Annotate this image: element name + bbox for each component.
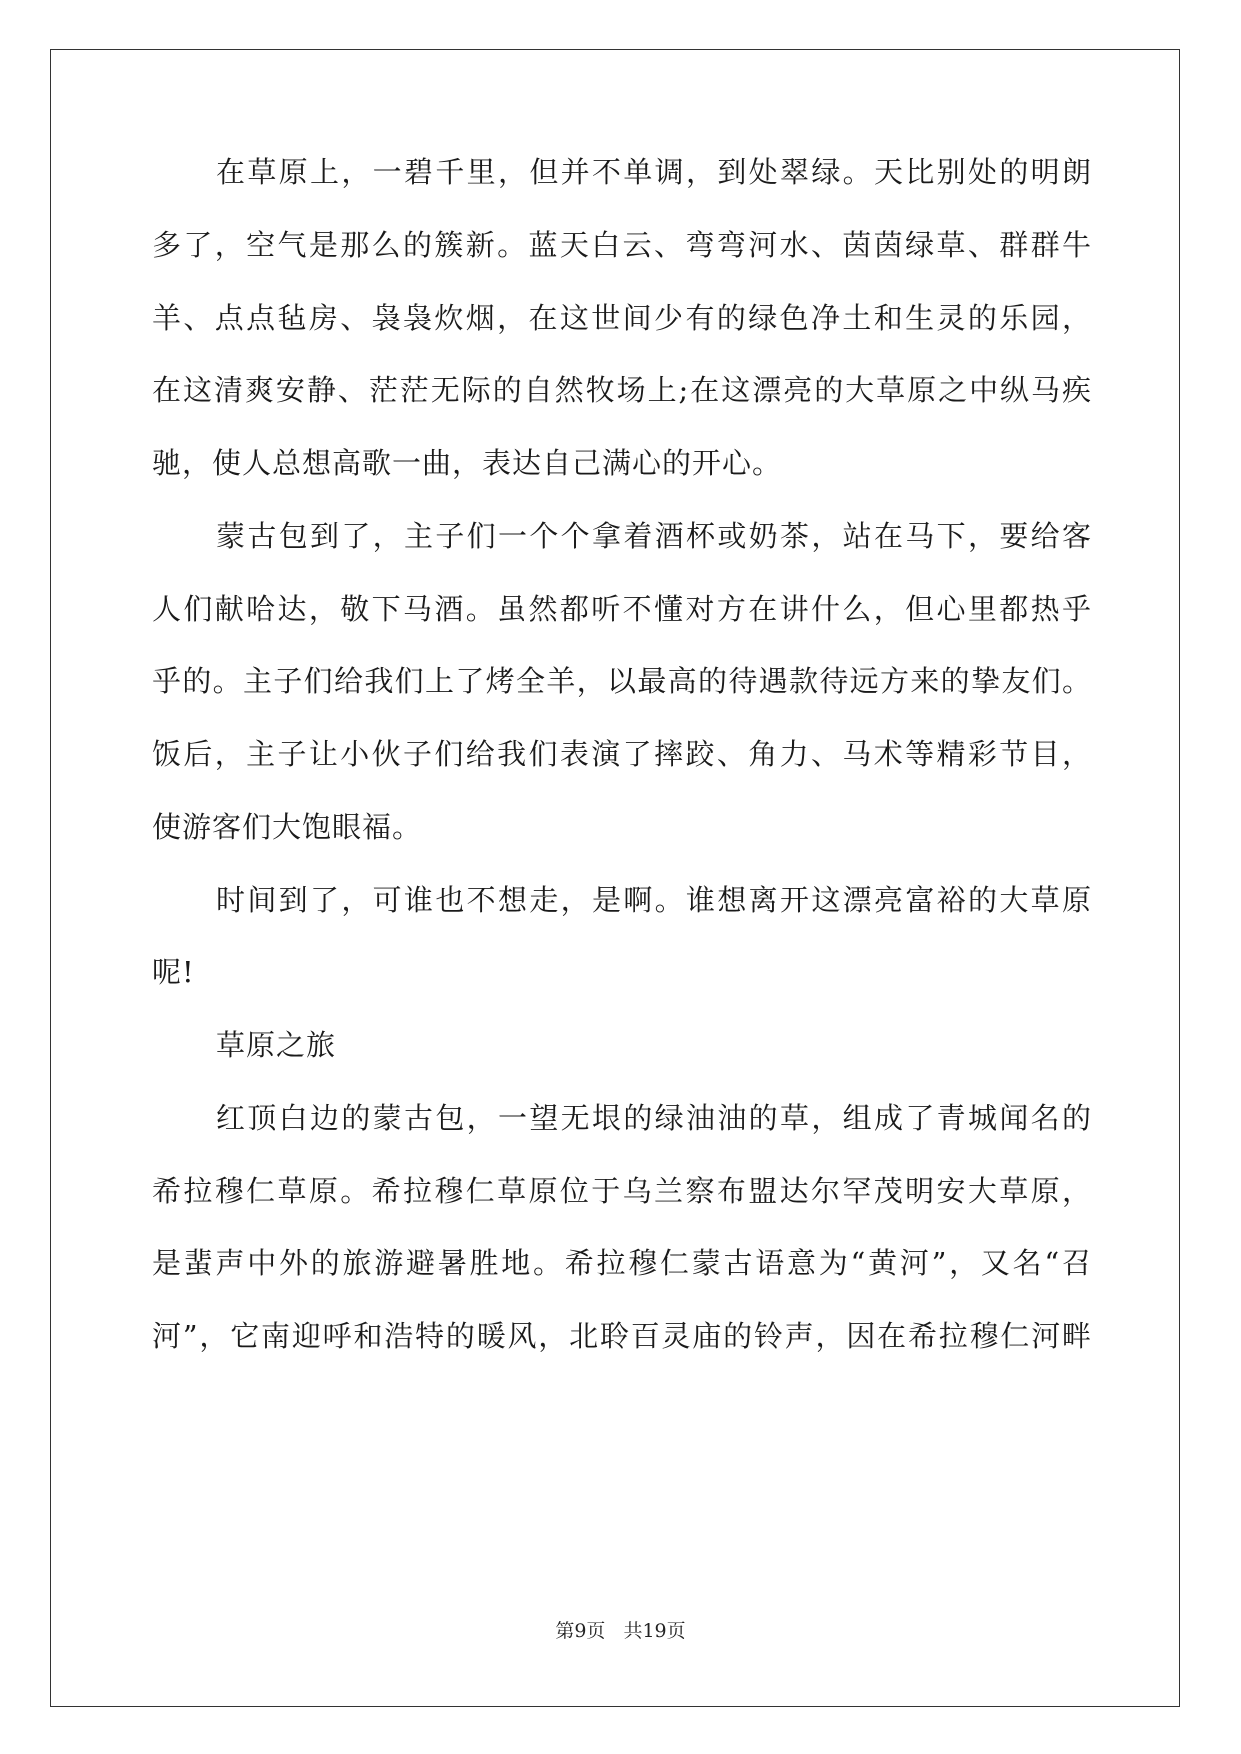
text-line: 河”，它南迎呼和浩特的暖风，北聆百灵庙的铃声，因在希拉穆仁河畔 — [152, 1319, 1092, 1353]
text-line: 呢! — [152, 955, 195, 989]
text-line: 使游客们大饱眼福。 — [152, 810, 423, 844]
text-line: 饭后，主子让小伙子们给我们表演了摔跤、角力、马术等精彩节目， — [152, 737, 1092, 771]
text-line: 在草原上，一碧千里，但并不单调，到处翠绿。天比别处的明朗 — [216, 155, 1092, 189]
text-line: 乎的。主子们给我们上了烤全羊，以最高的待遇款待远方来的挚友们。 — [152, 664, 1092, 698]
page-total: 共19页 — [623, 1620, 686, 1642]
text-line: 红顶白边的蒙古包，一望无垠的绿油油的草，组成了青城闻名的 — [216, 1101, 1092, 1135]
text-line: 是蜚声中外的旅游避暑胜地。希拉穆仁蒙古语意为“黄河”，又名“召 — [152, 1246, 1092, 1280]
text-line: 羊、点点毡房、袅袅炊烟，在这世间少有的绿色净土和生灵的乐园， — [152, 301, 1092, 335]
text-line: 希拉穆仁草原。希拉穆仁草原位于乌兰察布盟达尔罕茂明安大草原， — [152, 1174, 1092, 1208]
text-line: 多了，空气是那么的簇新。蓝天白云、弯弯河水、茵茵绿草、群群牛 — [152, 228, 1092, 262]
text-line: 在这清爽安静、茫茫无际的自然牧场上;在这漂亮的大草原之中纵马疾 — [152, 373, 1092, 407]
page-number: 第9页 — [555, 1620, 606, 1642]
text-line: 时间到了，可谁也不想走，是啊。谁想离开这漂亮富裕的大草原 — [216, 883, 1092, 917]
text-line: 人们献哈达，敬下马酒。虽然都听不懂对方在讲什么，但心里都热乎 — [152, 592, 1092, 626]
section-heading: 草原之旅 — [216, 1028, 337, 1062]
text-line: 驰，使人总想高歌一曲，表达自己满心的开心。 — [152, 446, 783, 480]
page-footer — [0, 1619, 1241, 1643]
text-line: 蒙古包到了，主子们一个个拿着酒杯或奶茶，站在马下，要给客 — [216, 519, 1092, 553]
